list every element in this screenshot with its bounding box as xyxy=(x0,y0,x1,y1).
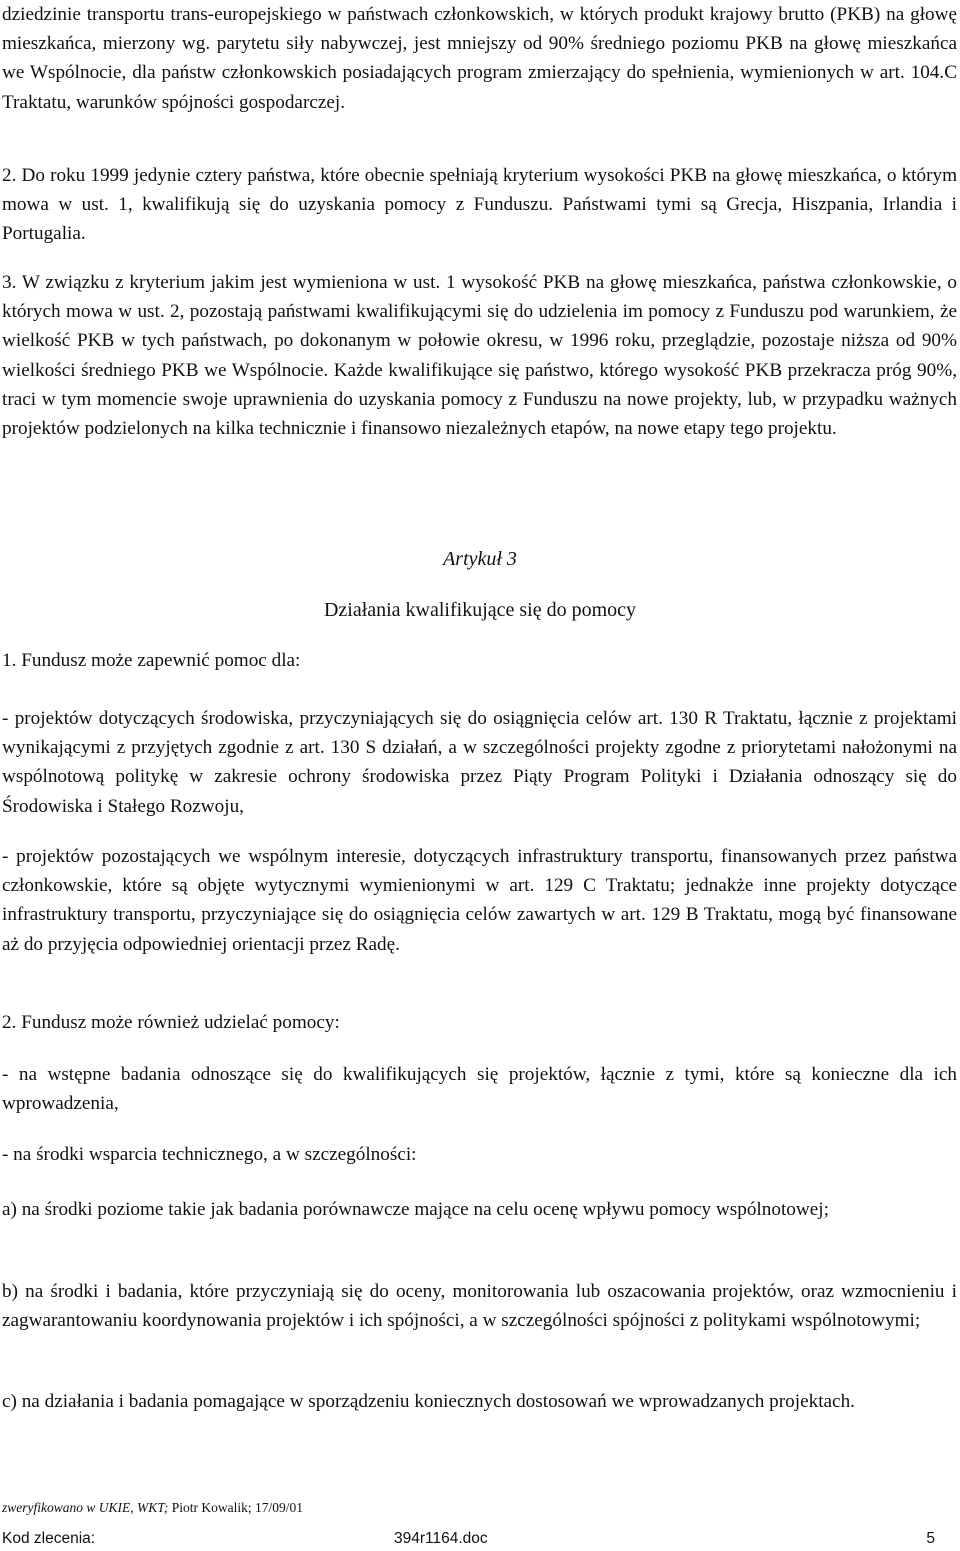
file-name: 394r1164.doc xyxy=(394,1530,488,1547)
paragraph-continuation: dziedzinie transportu trans-europejskiego w państwach członkowskich, w których produkt krajowy brutto (PKB) na głowę mieszkańca, mierzony wg. parytetu siły nabywczej, jest mniejszy od 90% średniego poziomu PKB na głowę mieszkańca we Wspólnocie, dla państw członkowskich posiadających program zmierzający do spełnienia, wymienionych w art. 104.C Traktatu, warunków spójności gospodarczej. xyxy=(2,4,957,113)
bullet-transport-projects: - projektów pozostających we wspólnym interesie, dotyczących infrastruktury transportu, finansowanych przez państwa członkowskie, które są objęte wytycznymi wymienionymi w art. 129 C Traktatu; jednakże inne projekty dotyczące infrastruktury transportu, przyczyniające się do osiągnięcia celów zawartych w art. 129 B Traktatu, mogą być finansowane aż do przyjęcia odpowiedniej orientacji przez Radę. xyxy=(2,846,957,955)
paragraph-point-3: 3. W związku z kryterium jakim jest wymieniona w ust. 1 wysokość PKB na głowę mieszkańca, państwa członkowskie, o których mowa w ust. 2, pozostają państwami kwalifikującymi się do udzielenia im pomocy z Funduszu pod warunkiem, że wielkość PKB w tych państwach, po dokonanym w połowie okresu, w 1996 roku, przeglądzie, pozostaje niższa od 90% wielkości średniego PKB we Wspólnocie. Każde kwalifikujące się państwo, którego wysokość PKB przekracza próg 90%, traci w tym momencie swoje uprawnienia do uzyskania pomocy z Funduszu na nowe projekty, lub, w przypadku ważnych projektów podzielonych na kilka technicznie i finansowo niezależnych etapów, na nowe etapy tego projektu. xyxy=(2,272,957,440)
item-c: c) na działania i badania pomagające w sporządzeniu koniecznych dostosowań we wprowadzanych projektach. xyxy=(2,1391,855,1412)
verification-note-rest: Piotr Kowalik; 17/09/01 xyxy=(168,1500,303,1515)
page-number: 5 xyxy=(926,1530,935,1547)
page-footer xyxy=(0,1528,960,1550)
bullet-preliminary-studies: - na wstępne badania odnoszące się do kwalifikujących się projektów, łącznie z tymi, które są konieczne dla ich wprowadzenia, xyxy=(2,1064,957,1115)
paragraph-point-2: 2. Do roku 1999 jedynie cztery państwa, które obecnie spełniają kryterium wysokości PKB na głowę mieszkańca, o którym mowa w ust. 1, kwalifikują się do uzyskania pomocy z Funduszu. Państwami tymi są Grecja, Hiszpania, Irlandia i Portugalia. xyxy=(2,165,957,245)
item-a: a) na środki poziome takie jak badania porównawcze mające na celu ocenę wpływu pomocy wspólnotowej; xyxy=(2,1199,829,1220)
bullet-environment-projects: - projektów dotyczących środowiska, przyczyniających się do osiągnięcia celów art. 130 R Traktatu, łącznie z projektami wynikającymi z przyjętych zgodnie z art. 130 S działań, a w szczególności projekty zgodne z priorytetami nałożonymi na wspólnotową politykę w zakresie ochrony środowiska przez Piąty Program Polityki i Działania odnoszący się do Środowiska i Stałego Rozwoju, xyxy=(2,708,957,817)
section-1-intro: 1. Fundusz może zapewnić pomoc dla: xyxy=(2,650,301,671)
order-code-label: Kod zlecenia: xyxy=(2,1530,96,1547)
bullet-technical-support: - na środki wsparcia technicznego, a w szczególności: xyxy=(2,1144,417,1165)
item-b: b) na środki i badania, które przyczyniają się do oceny, monitorowania lub oszacowania projektów, oraz wzmocnieniu i zagwarantowaniu koordynowania projektów i ich spójności, a w szczególności spójności z politykami wspólnotowymi; xyxy=(2,1281,957,1332)
verification-note xyxy=(2,1499,303,1517)
article-subtitle: Działania kwalifikujące się do pomocy xyxy=(323,599,637,621)
verification-note-italic: zweryfikowano w UKIE, WKT; xyxy=(2,1500,169,1515)
section-2-intro: 2. Fundusz może również udzielać pomocy: xyxy=(2,1012,340,1033)
article-title: Artykuł 3 xyxy=(443,548,517,570)
